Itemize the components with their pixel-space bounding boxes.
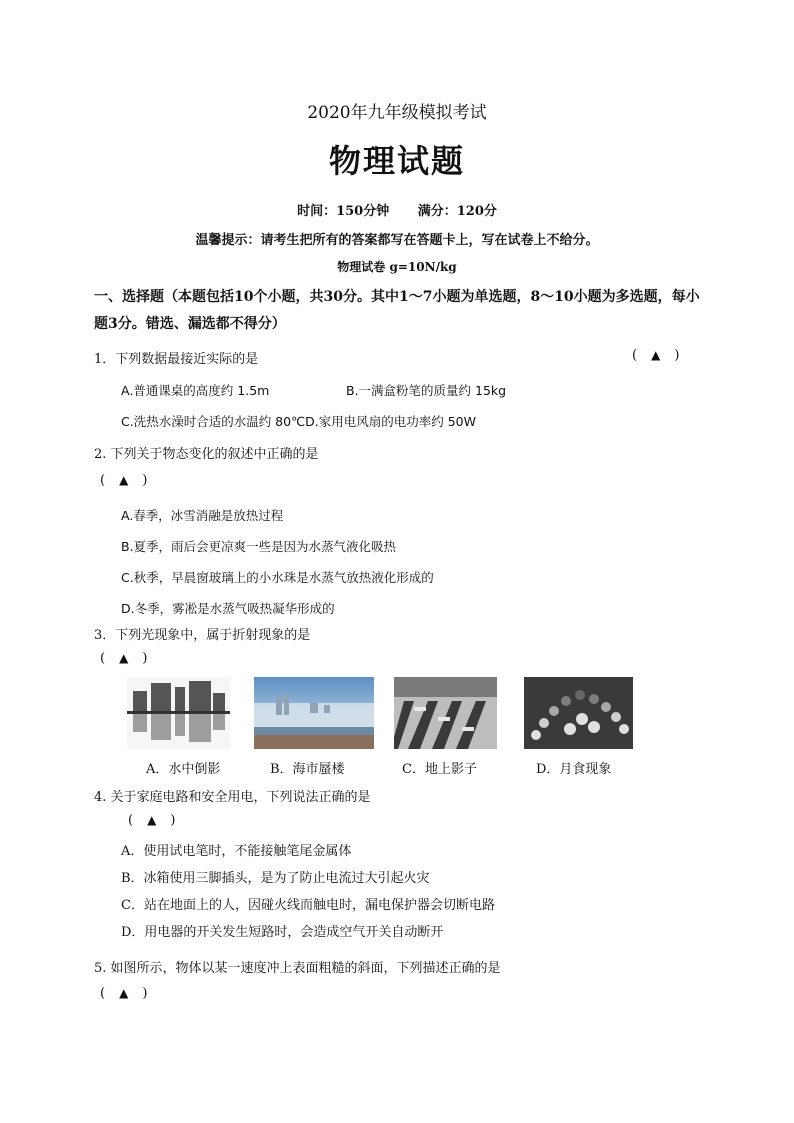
question-4-stem: 4. 关于家庭电路和安全用电，下列说法正确的是 [94, 790, 371, 805]
question-1-option-d: D.家用电风扇的电功率约 50W [305, 414, 476, 429]
question-2-option-b: B.夏季，雨后会更凉爽一些是因为水蒸气液化吸热 [121, 539, 397, 554]
lunar-eclipse-photo [524, 677, 633, 749]
question-4-option-d: D．用电器的开关发生短路时，会造成空气开关自动断开 [121, 925, 444, 940]
exam-line: 2020年九年级模拟考试 [307, 103, 487, 123]
g-constant-line: 物理试卷 g=10N/kg [337, 260, 457, 274]
question-1-option-a: A.普通课桌的高度约 1.5m [121, 383, 270, 398]
question-1-option-b: B.一满盒粉笔的质量约 15kg [346, 383, 507, 398]
answer-mark: ▲ [651, 348, 661, 362]
question-4-option-c: C．站在地面上的人，因碰火线而触电时，漏电保护器会切断电路 [121, 898, 495, 913]
answer-mark: ▲ [119, 651, 129, 665]
question-3-answer-blank: ( ▲ ) [100, 651, 148, 666]
question-2-stem: 2. 下列关于物态变化的叙述中正确的是 [94, 447, 319, 462]
question-3-option-a: A．水中倒影 [146, 762, 221, 777]
time-text: 时间：150分钟 [297, 204, 390, 219]
mirage-photo [254, 677, 374, 749]
question-5-answer-blank: ( ▲ ) [100, 986, 148, 1001]
question-4-option-b: B．冰箱使用三脚插头，是为了防止电流过大引起火灾 [121, 871, 430, 886]
question-3-option-b: B．海市蜃楼 [270, 762, 345, 777]
question-2-option-d: D.冬季，雾凇是水蒸气吸热凝华形成的 [121, 601, 335, 616]
question-3-option-c: C．地上影子 [402, 762, 477, 777]
warm-tip: 温馨提示：请考生把所有的答案都写在答题卡上，写在试卷上不给分。 [195, 233, 599, 248]
question-3-option-d: D．月食现象 [536, 762, 612, 777]
answer-mark: ▲ [119, 473, 129, 487]
question-1-answer-blank: ( ▲ ) [632, 348, 680, 363]
question-2-answer-blank: ( ▲ ) [100, 473, 148, 488]
question-2-option-a: A.春季，冰雪消融是放热过程 [121, 508, 284, 523]
shadow-photo [394, 677, 497, 749]
question-1-stem: 1．下列数据最接近实际的是 [94, 352, 259, 367]
answer-mark: ▲ [147, 813, 157, 827]
question-3-stem: 3．下列光现象中，属于折射现象的是 [94, 628, 311, 643]
question-5-stem: 5. 如图所示，物体以某一速度冲上表面粗糙的斜面，下列描述正确的是 [94, 961, 501, 976]
score-text: 满分：120分 [417, 204, 497, 219]
question-4-option-a: A．使用试电笔时，不能接触笔尾金属体 [121, 844, 352, 859]
reflection-photo [127, 677, 230, 749]
question-1-option-c: C.洗热水澡时合适的水温约 80℃D.家用电风扇的电功率约 50W [121, 414, 476, 429]
question-2-option-c: C.秋季，早晨窗玻璃上的小水珠是水蒸气放热液化形成的 [121, 570, 434, 585]
time-score-line [0, 200, 794, 219]
question-4-answer-blank: ( ▲ ) [128, 813, 176, 828]
page-title: 物理试题 [328, 142, 465, 180]
section-heading: 一、选择题（本题包括10个小题，共30分。其中1～7小题为单选题，8～10小题为多选题，每小题3分。错选、漏选都不得分） [94, 289, 700, 332]
answer-mark: ▲ [119, 986, 129, 1000]
